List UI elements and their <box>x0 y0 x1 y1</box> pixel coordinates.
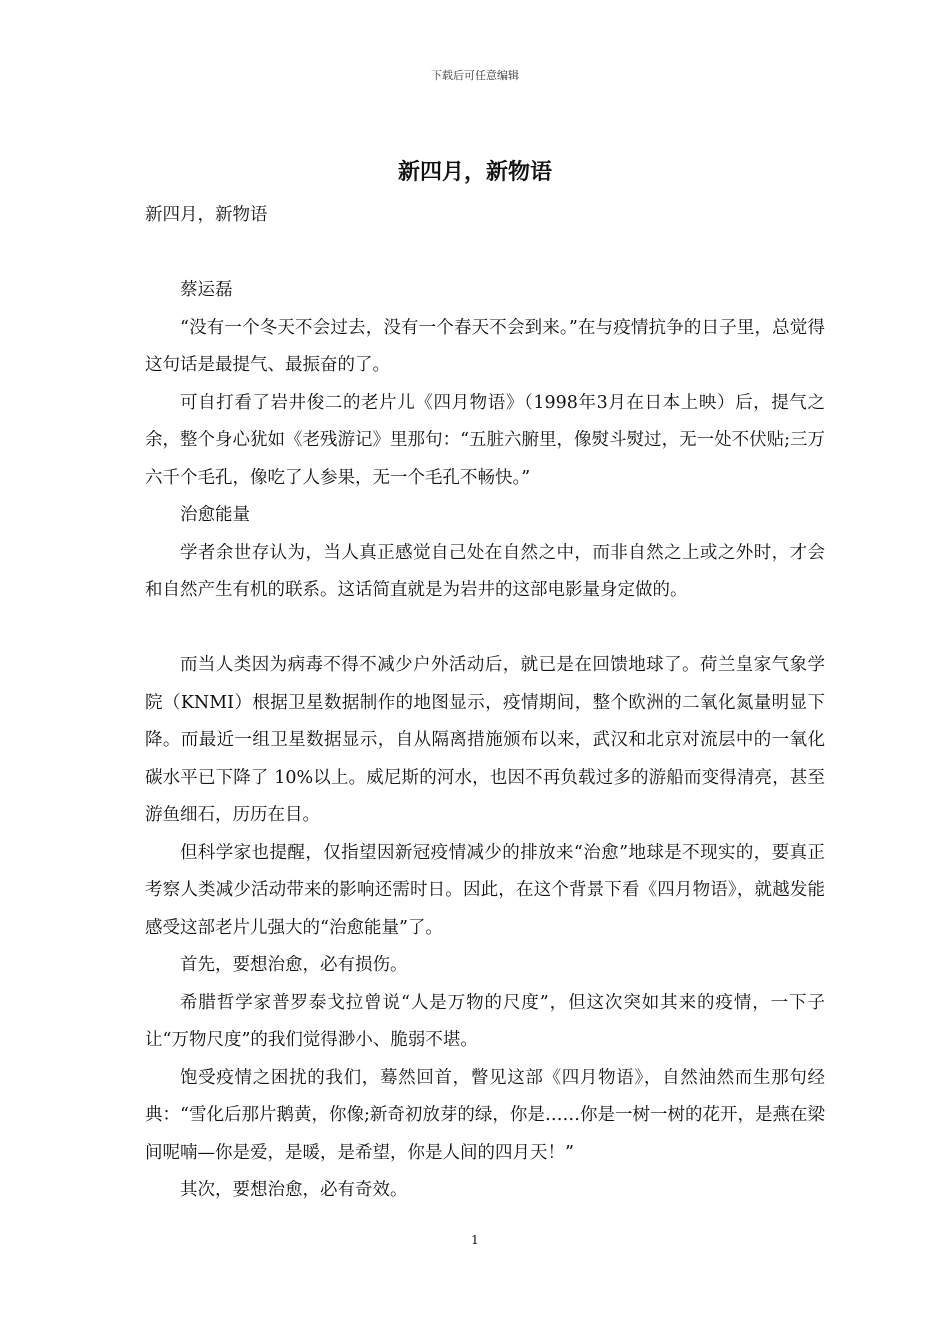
paragraph: “没有一个冬天不会过去，没有一个春天不会到来。”在与疫情抗争的日子里，总觉得这句话是最提气、最振奋的了。 <box>145 317 825 375</box>
document-body <box>145 197 825 1210</box>
paragraph: 可自打看了岩井俊二的老片儿《四月物语》（1998年3月在日本上映）后，提气之余，整个身心犹如《老残游记》里那句：“五脏六腑里，像熨斗熨过，无一处不伏贴;三万六千个毛孔，像吃了人参果，无一个毛孔不畅快。” <box>145 392 825 488</box>
paragraph: 饱受疫情之困扰的我们，蓦然回首，瞥见这部《四月物语》，自然油然而生那句经典：“雪化后那片鹅黄，你像;新奇初放芽的绿，你是……你是一树一树的花开，是燕在梁间呢喃—你是爱，是暖，是希望，你是人间的四月天！” <box>145 1067 825 1163</box>
blank-line <box>145 610 825 648</box>
paragraph: 而当人类因为病毒不得不减少户外活动后，就已是在回馈地球了。荷兰皇家气象学院（KNMI）根据卫星数据制作的地图显示，疫情期间，整个欧洲的二氧化氮量明显下降。而最近一组卫星数据显示，自从隔离措施颁布以来，武汉和北京对流层中的一氧化碳水平已下降了 10%以上。威尼斯的河水，也因不再负载过多的游船而变得清亮，甚至游鱼细石，历历在目。 <box>145 655 825 825</box>
paragraph: 但科学家也提醒，仅指望因新冠疫情减少的排放来“治愈”地球是不现实的，要真正考察人类减少活动带来的影响还需时日。因此，在这个背景下看《四月物语》，就越发能感受这部老片儿强大的“治愈能量”了。 <box>145 842 825 938</box>
blank-line <box>145 235 825 273</box>
document-subtitle: 新四月，新物语 <box>145 205 268 225</box>
author-line: 蔡运磊 <box>180 280 233 300</box>
header-note: 下载后可任意编辑 <box>431 69 519 82</box>
paragraph: 希腊哲学家普罗泰戈拉曾说“人是万物的尺度”，但这次突如其来的疫情，一下子让“万物尺度”的我们觉得渺小、脆弱不堪。 <box>145 992 825 1050</box>
paragraph: 其次，要想治愈，必有奇效。 <box>180 1180 408 1200</box>
page-number: 1 <box>471 1233 479 1247</box>
paragraph: 首先，要想治愈，必有损伤。 <box>180 955 408 975</box>
document-title: 新四月，新物语 <box>397 159 552 185</box>
paragraph: 学者余世存认为，当人真正感觉自己处在自然之中，而非自然之上或之外时，才会和自然产生有机的联系。这话简直就是为岩井的这部电影量身定做的。 <box>145 542 825 600</box>
section-heading: 治愈能量 <box>180 505 250 525</box>
